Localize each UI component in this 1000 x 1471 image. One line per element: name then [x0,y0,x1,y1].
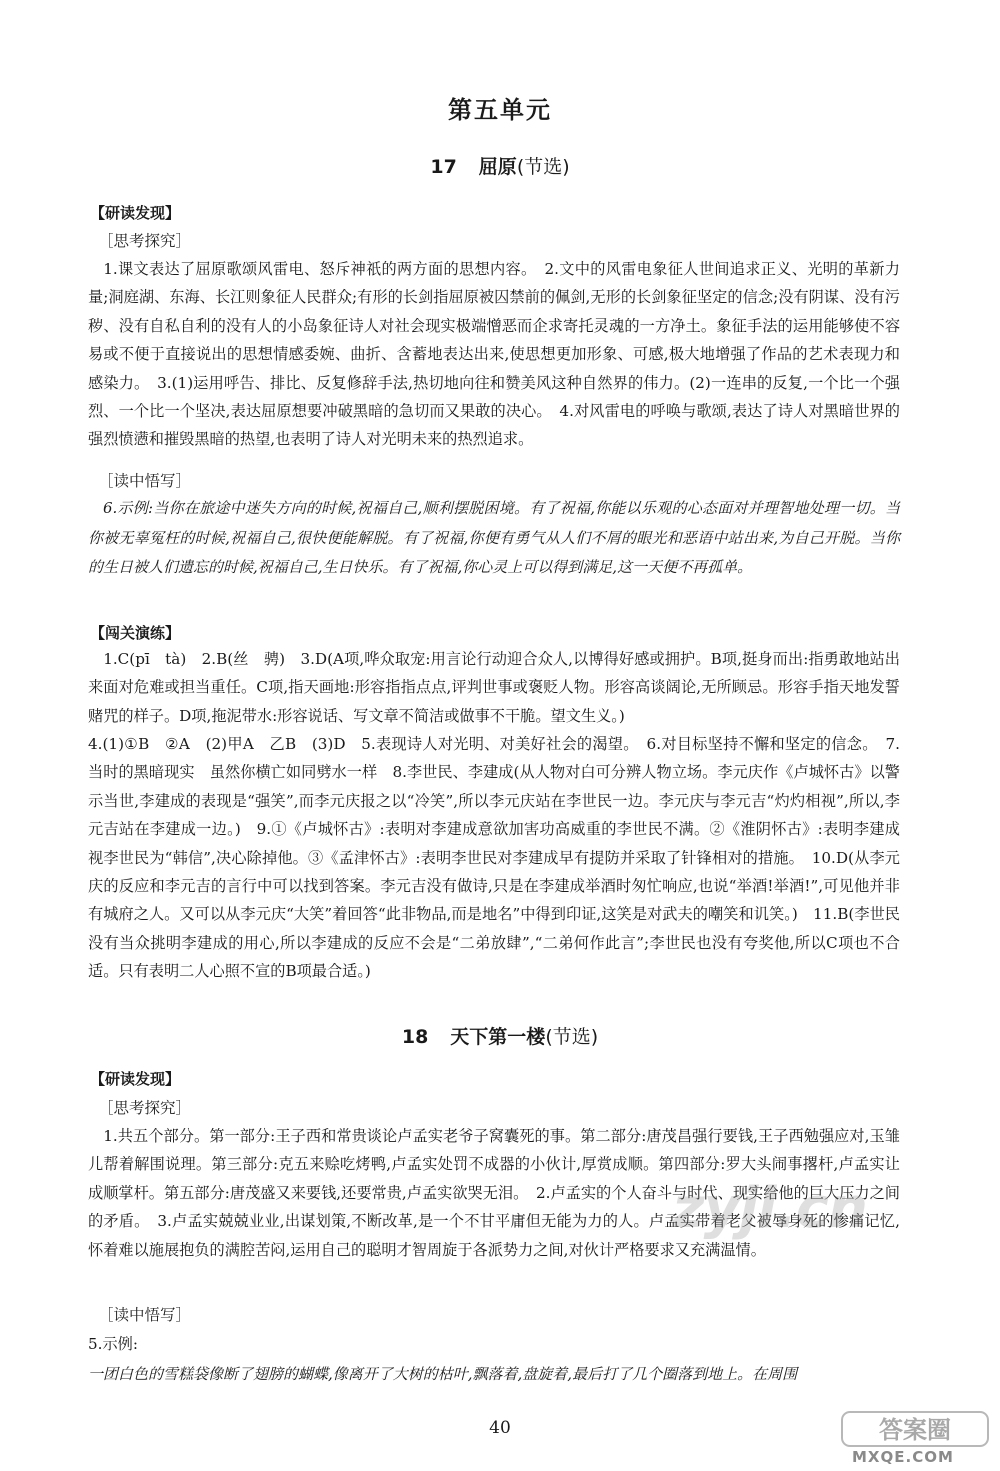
watermark-domain: MXQE.COM [852,1448,954,1466]
lesson-number: 17 [430,156,457,178]
subsection-think: ［思考探究］ [98,232,192,250]
lesson-name: 屈原 [478,156,517,178]
section-heading-practice: 【闯关演练】 [90,624,181,642]
page-number: 40 [489,1418,511,1438]
subsection-read: ［读中悟写］ [98,472,192,490]
subsection-read-18: ［读中悟写］ [98,1306,192,1324]
lesson-17-title [0,152,1000,179]
lesson-note: (节选) [516,156,570,178]
read-paragraph: 6.示例:当你在旅途中迷失方向的时候,祝福自己,顺利摆脱困境。有了祝福,你能以乐观的心态面对并理智地处理一切。当你被无辜冤枉的时候,祝福自己,很快便能解脱。有了祝福,你便有勇气从人们不屑的眼光和恶语中站出来,为自己开脱。当你的生日被人们遗忘的时候,祝福自己,生日快乐。有了祝福,你心灵上可以得到满足,这一天便不再孤单。 [88,499,900,576]
lesson-note: (节选) [545,1026,599,1048]
watermark-logo-icon [840,1408,990,1448]
lesson-name: 天下第一楼 [450,1026,546,1048]
section-heading-research-18: 【研读发现】 [90,1070,181,1088]
think-paragraph-18: 1.共五个部分。第一部分:王子西和常贵谈论卢孟实老爷子窝囊死的事。第二部分:唐茂昌强行要钱,王子西勉强应对,玉雏儿帮着解围说理。第三部分:克五来赊吃烤鸭,卢孟实处罚不成器的小伙计,厚赏成顺。第四部分:罗大头闹事撂杆,卢孟实让成顺掌杆。第五部分:唐茂盛又来要钱,还要常贵,卢孟实欲哭无泪。 2.卢孟实的个人奋斗与时代、现实给他的巨大压力之间的矛盾。 3.卢孟实兢兢业业,出谋划策,不断改革,是一个不甘平庸但无能为力的人。卢孟实带着老父被辱身死的惨痛记忆,怀着难以施展抱负的满腔苦闷,运用自己的聪明才智周旋于各派势力之间,对伙计严格要求又充满温情。 [88,1127,900,1259]
read-paragraph-18: 一团白色的雪糕袋像断了翅膀的蝴蝶,像离开了大树的枯叶,飘落着,盘旋着,最后打了几个圈落到地上。在周围 [88,1365,798,1383]
lesson-number: 18 [401,1026,429,1048]
watermark-logo-text: 答案圈 [879,1416,951,1444]
think-paragraph: 1.课文表达了屈原歌颂风雷电、怒斥神祇的两方面的思想内容。 2.文中的风雷电象征人世间追求正义、光明的革新力量;洞庭湖、东海、长江则象征人民群众;有形的长剑指屈原被囚禁前的佩剑,无形的长剑象征坚定的信念;没有阴谋、没有污秽、没有自私自利的没有人的小岛象征诗人对社会现实极端憎恶而企求寄托灵魂的一方净土。象征手法的运用能够使不容易或不便于直接说出的思想情感委婉、曲折、含蓄地表达出来,使思想更加形象、可感,极大地增强了作品的艺术表现力和感染力。 3.(1)运用呼告、排比、反复修辞手法,热切地向往和赞美风这种自然界的伟力。(2)一连串的反复,一个比一个强烈、一个比一个坚决,表达屈原想要冲破黑暗的急切而又果敢的决心。 4.对风雷电的呼唤与歌颂,表达了诗人对黑暗世界的强烈愤懑和摧毁黑暗的热望,也表明了诗人对光明未来的热烈追求。 [88,260,900,449]
lesson-18-title [0,1022,1000,1049]
watermark-zyjl: zyjl.cn [672,1176,867,1241]
section-heading-research: 【研读发现】 [90,204,181,222]
unit-title: 第五单元 [448,96,552,124]
practice-paragraph-2: 4.(1)①B ②A (2)甲A 乙B (3)D 5.表现诗人对光明、对美好社会的渴望。 6.对目标坚持不懈和坚定的信念。 7.当时的黑暗现实 虽然你横亡如同劈水一样 8.李世民、李建成(从人物对白可分辨人物立场。李元庆作《卢城怀古》以警示当世,李建成的表现是“强笑”,而李元庆报之以“冷笑”,所以李元庆站在李世民一边。李元庆与李元吉“灼灼相视”,所以,李元吉站在李建成一边。) 9.①《卢城怀古》:表明对李建成意欲加害功高威重的李世民不满。②《淮阴怀古》:表明李建成视李世民为“韩信”,决心除掉他。③《孟津怀古》:表明李世民对李建成早有提防并采取了针锋相对的措施。 10.D(从李元庆的反应和李元吉的言行中可以找到答案。李元吉没有做诗,只是在李建成举酒时匆忙响应,也说“举酒!举酒!”,可见他并非有城府之人。又可以从李元庆“大笑”着回答“此非物品,而是地名”中得到印证,这笑是对武夫的嘲笑和讥笑。) 11.B(李世民没有当众挑明李建成的用心,所以李建成的反应不会是“二弟放肆”,“二弟何作此言”;李世民也没有夸奖他,所以C项也不合适。只有表明二人心照不宣的B项最合适。) [88,735,900,981]
practice-paragraph-1: 1.C(pī tà) 2.B(丝 骋) 3.D(A项,哗众取宠:用言论行动迎合众人,以博得好感或拥护。B项,挺身而出:指勇敢地站出来面对危难或担当重任。C项,指天画地:形容指指点点,评判世事或褒贬人物。形容高谈阔论,无所顾忌。形容手指天地发誓赌咒的样子。D项,拖泥带水:形容说话、写文章不简洁或做事不干脆。望文生义。) [88,650,900,725]
read-label-18: 5.示例: [88,1335,138,1353]
subsection-think-18: ［思考探究］ [98,1099,192,1117]
watermark-corner [840,1408,990,1466]
